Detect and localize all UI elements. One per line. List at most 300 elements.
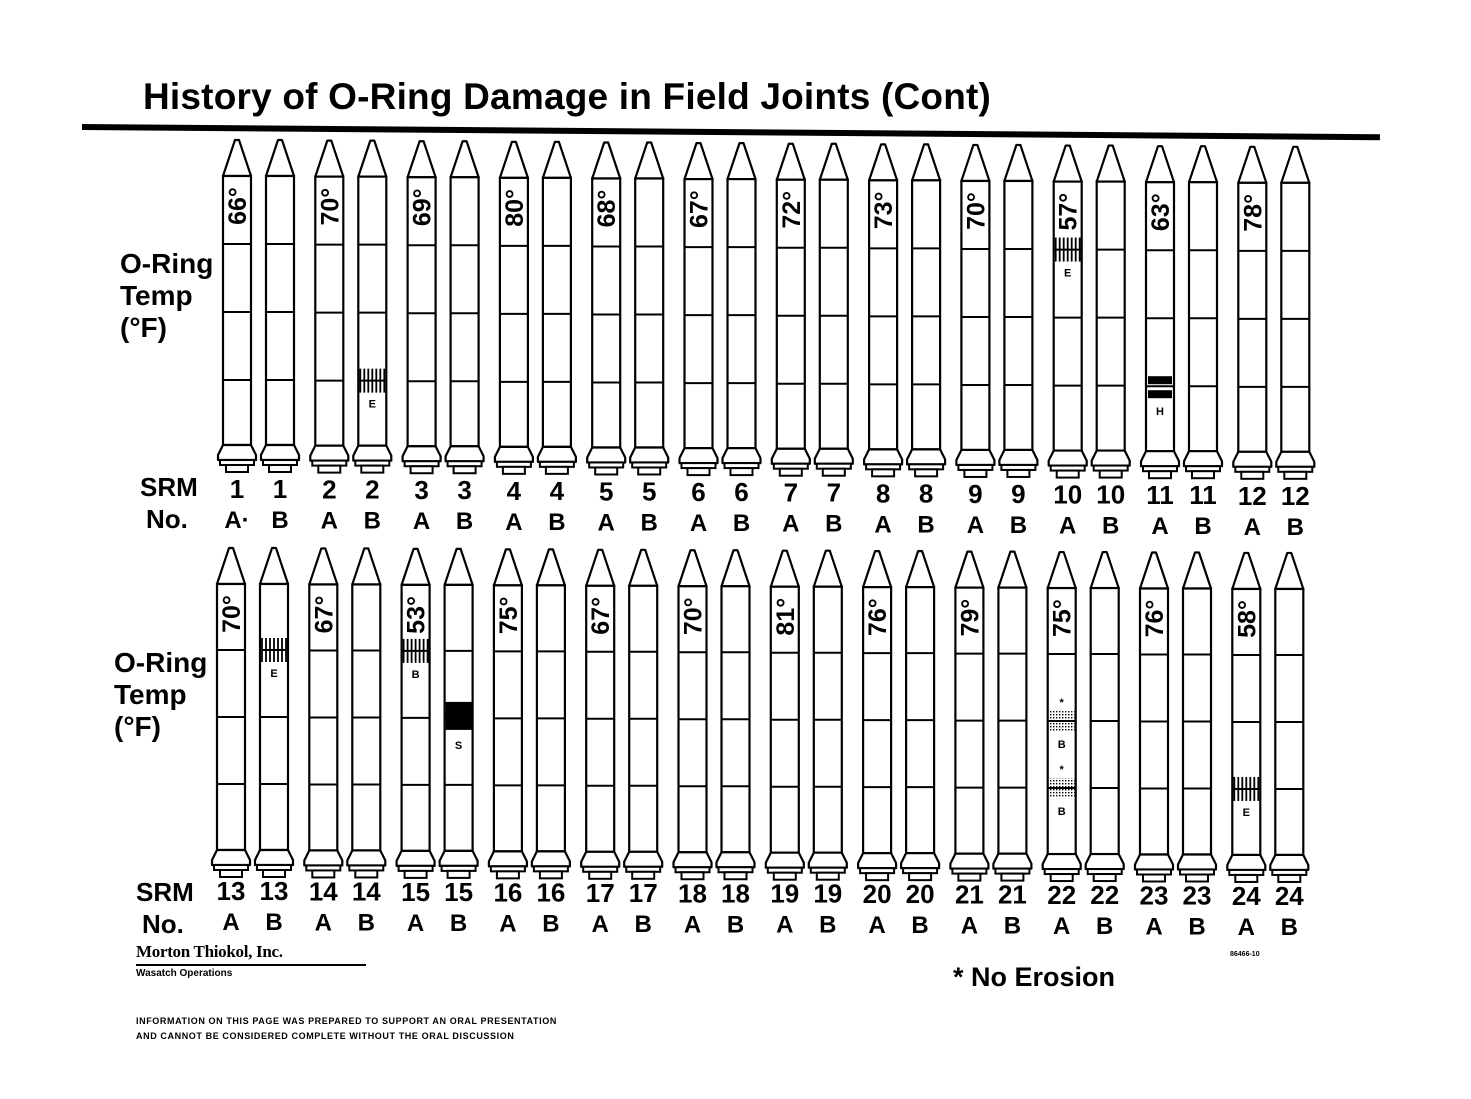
motor-case [451,177,479,446]
srm-number: 1 [229,474,245,504]
nose-cone [543,142,571,178]
chart-title: History of O-Ring Damage in Field Joints (Cont) [143,76,992,117]
nozzle [411,466,433,473]
srm-number: 21 [997,879,1027,910]
nozzle [1100,471,1122,478]
srm-number: 8 [918,478,934,509]
srm-number: 7 [783,477,799,508]
nozzle [454,466,476,473]
srm-side: B [732,510,751,538]
joint-temperature: 76° [1141,599,1169,638]
aft-skirt [255,850,293,865]
srm-number: 14 [351,876,381,907]
nose-cone [217,548,245,584]
srm-number: 2 [365,474,380,505]
joint-temperature: 67° [685,190,714,229]
damage-type-label: E [368,398,376,411]
nose-cone [685,143,713,179]
srm-number: 3 [414,475,429,506]
erosion-marker [1234,777,1258,801]
nose-cone [998,552,1026,588]
nozzle [731,468,753,475]
joint-temperature: 76° [864,598,893,637]
aft-skirt [532,851,570,866]
aft-skirt [674,852,712,867]
temp-label-line3: (°F) [120,312,167,343]
nose-cone [771,551,799,587]
srm-motor-3-a [403,141,441,535]
srm-number: 5 [641,476,657,507]
joint-temperature: 80° [500,188,529,227]
nozzle [638,467,660,474]
aft-skirt [956,450,994,465]
srm-number: 1 [272,474,288,504]
nose-cone [358,141,386,177]
srm-number: 9 [968,478,983,509]
srm-number: 18 [721,878,750,909]
srm-side: B [1096,913,1114,941]
nose-cone [1238,147,1266,183]
srm-number: 16 [536,877,566,908]
srm-side: B [271,507,289,534]
motor-case [1097,182,1125,451]
joint-temperature: 70° [679,597,708,636]
srm-motor-4-a [495,142,533,536]
nose-cone [408,141,436,177]
aft-skirt [347,850,385,865]
nose-cone [1281,147,1309,183]
srm-side: B [825,510,843,538]
srm-motor-14-b [347,548,385,936]
aft-skirt [1043,854,1081,869]
srm-motor-20-b [901,551,939,939]
srm-number: 15 [401,876,431,907]
srm-number: 6 [734,477,749,508]
blowby-stipple-marker [1049,711,1075,731]
srm-motor-12-b [1276,147,1314,541]
srm-motor-2-b [353,141,391,535]
srm-motor-24-b [1270,553,1308,941]
joint-temperature: 57° [1054,192,1083,231]
srm-side: B [1280,913,1298,941]
aft-skirt [397,851,435,866]
aft-skirt [766,853,804,868]
erosion-marker [262,638,286,662]
srm-motor-17-b [624,550,662,938]
nose-cone [1091,552,1119,588]
nose-cone [537,549,565,585]
aft-skirt [815,449,853,464]
srm-number: 2 [322,474,337,505]
srm-motor-5-b [630,142,668,536]
nozzle [964,470,986,477]
joint-temperature: 70° [316,187,345,226]
temp-label-line2: Temp [120,280,193,311]
srm-label-line2: No. [146,504,188,534]
srm-side: B [1194,513,1212,541]
nose-cone [266,140,294,176]
nozzle [915,469,937,476]
srm-side: A [314,909,332,937]
srm-motor-6-b [723,143,761,537]
srm-side: A [1059,512,1077,540]
motor-case [728,179,756,448]
srm-side: B [1009,511,1028,539]
srm-number: 24 [1231,880,1261,911]
srm-number: 24 [1274,880,1304,911]
aft-skirt [864,449,902,464]
srm-motor-9-a [956,145,994,539]
srm-motor-19-a [766,551,804,939]
joint-temperature: 68° [593,189,622,228]
srm-number: 6 [691,477,706,508]
joint-temperature: 79° [956,598,985,637]
srm-motor-11-a [1141,146,1179,540]
aft-skirt [901,853,939,868]
srm-motor-21-b [993,552,1031,940]
srm-side: A [776,911,794,939]
srm-number: 15 [444,876,474,907]
srm-side: B [1003,912,1022,940]
motor-case [912,180,940,449]
srm-number: 8 [875,478,891,509]
srm-number: 22 [1090,880,1120,911]
srm-number: 13 [259,876,289,906]
srm-number: 5 [598,476,614,507]
nozzle [269,465,291,472]
soot-marker [446,702,472,730]
joint-temperature: 70° [962,192,991,230]
aft-skirt [1178,855,1216,870]
srm-number: 22 [1047,880,1077,911]
joint-temperature: 73° [870,191,899,230]
joint-temperature: 78° [1239,193,1268,232]
motor-case [820,180,848,449]
srm-motor-15-b [440,549,478,937]
srm-motor-18-a [674,550,712,938]
srm-side: B [357,909,375,937]
motor-case [1189,182,1217,451]
aft-skirt [1184,451,1222,466]
nose-cone [955,552,983,588]
srm-motor-16-b [532,549,570,937]
joint-temperature: 69° [408,188,437,227]
srm-side: A [406,909,425,937]
nose-cone [728,143,756,179]
srm-number: 14 [308,876,338,907]
srm-side: B [542,910,560,938]
no-erosion-asterisk: * [1059,697,1064,710]
aft-skirt [1049,451,1087,466]
srm-motor-8-b [907,144,945,538]
nose-cone [1097,146,1125,182]
srm-side: A [960,912,979,940]
nozzle [1241,472,1263,479]
srm-motor-7-b [815,144,853,538]
aft-skirt [907,449,945,464]
srm-motor-4-b [538,142,576,536]
nozzle [1192,471,1214,478]
legend-no-erosion: * No Erosion [953,962,1116,992]
srm-motor-8-a [864,144,902,538]
srm-number: 23 [1182,880,1212,911]
aft-skirt [717,852,755,867]
aft-skirt [1135,855,1173,870]
joint-temperature: 67° [310,595,339,634]
aft-skirt [446,446,484,461]
srm-motor-13-b [255,548,293,936]
srm-motor-24-a [1227,553,1265,941]
no-erosion-asterisk: * [1059,764,1064,777]
srm-side: B [1102,512,1120,540]
aft-skirt [212,850,250,865]
srm-motor-3-b [446,141,484,535]
srm-side: A [499,910,517,938]
srm-side: A [689,510,708,538]
temp-label-line1: O-Ring [114,647,208,678]
srm-side: B [911,912,929,940]
nose-cone [912,144,940,180]
nose-cone [315,141,343,177]
disclaimer-line2: AND CANNOT BE CONSIDERED COMPLETE WITHOUT THE ORAL DISCUSSION [136,1031,515,1041]
srm-side: B [819,911,837,939]
srm-motor-1-b [261,140,299,534]
nose-cone [635,142,663,178]
joint-temperature: 81° [771,597,800,636]
aft-skirt [1141,451,1179,466]
document-number: 86466-10 [1230,951,1260,958]
srm-motor-2-a [310,141,348,535]
nozzle [1057,471,1079,478]
aft-skirt [495,447,533,462]
nozzle [503,467,525,474]
srm-number: 19 [770,878,800,909]
srm-label-line1: SRM [140,472,198,502]
nose-cone [777,144,805,180]
aft-skirt [304,850,342,865]
nose-cone [1183,553,1211,589]
srm-motor-21-a [950,552,988,940]
aft-skirt [723,448,761,463]
aft-skirt [1227,855,1265,870]
srm-motor-22-a [1043,552,1081,940]
srm-motor-10-b [1092,146,1130,540]
srm-motor-17-a [581,550,619,938]
srm-number: 10 [1053,479,1083,510]
srm-number: 17 [628,877,658,908]
srm-side: A [1145,913,1163,941]
temp-label-line1: O-Ring [120,248,214,279]
heat-effect-marker [1148,390,1172,398]
srm-number: 20 [905,879,935,910]
srm-side: B [640,509,658,537]
nose-cone [1140,553,1168,589]
nose-cone [586,550,614,586]
aft-skirt [624,852,662,867]
motor-case [266,176,294,445]
aft-skirt [809,853,847,868]
srm-number: 12 [1237,480,1267,511]
nozzle [872,469,894,476]
nose-cone [1189,146,1217,182]
srm-number: 20 [862,879,892,910]
srm-side: A [505,508,523,536]
srm-motor-1-a [218,140,256,534]
company-name: Morton Thiokol, Inc. [136,942,283,961]
nose-cone [223,140,251,176]
srm-row-2 [212,548,1308,941]
nozzle [688,468,710,475]
nose-cone [906,551,934,587]
aft-skirt [403,446,441,461]
aft-skirt [218,445,256,460]
erosion-marker [360,369,384,393]
nozzle [546,467,568,474]
nose-cone [961,145,989,181]
srm-motor-5-a [587,142,625,536]
nose-cone [402,549,430,585]
aft-skirt [440,851,478,866]
srm-number: 4 [506,475,522,506]
srm-side: A [591,910,609,938]
nozzle [780,469,802,476]
srm-number: 16 [493,877,523,908]
aft-skirt [489,851,527,866]
aft-skirt [261,445,299,460]
nozzle [226,465,248,472]
nose-cone [494,549,522,585]
temp-label-line3: (°F) [114,711,161,742]
aft-skirt [581,852,619,867]
nose-cone [1048,552,1076,588]
nozzle [1284,472,1306,479]
nozzle [318,466,340,473]
aft-skirt [950,854,988,869]
disclaimer-line1: INFORMATION ON THIS PAGE WAS PREPARED TO SUPPORT AN ORAL PRESENTATION [136,1016,557,1026]
damage-type-label: H [1156,406,1164,419]
srm-side: A· [224,507,250,534]
joint-temperature: 58° [1233,600,1262,638]
srm-side: B [917,511,935,539]
srm-side: B [363,507,381,535]
srm-side: A [412,508,431,536]
motor-case [1004,181,1032,450]
srm-motor-14-a [304,548,342,936]
aft-skirt [772,449,810,464]
nozzle [823,469,845,476]
aft-skirt [993,854,1031,869]
srm-number: 17 [585,877,615,908]
srm-number: 4 [549,475,565,506]
damage-type-label: B [411,668,420,681]
srm-label-line1: SRM [136,877,194,907]
joint-temperature: 66° [224,187,252,225]
srm-number: 23 [1139,880,1169,911]
srm-side: B [455,508,474,536]
srm-number: 11 [1189,480,1217,511]
blowby-marker [404,639,428,663]
damage-type-label: E [270,668,278,680]
srm-side: B [1286,513,1304,541]
srm-side: A [597,509,615,537]
srm-side: B [548,508,566,536]
division-name: Wasatch Operations [136,968,233,979]
srm-motor-10-a [1049,146,1087,540]
srm-side: A [1237,913,1255,941]
damage-type-label: S [454,739,463,752]
srm-motor-9-b [999,145,1037,539]
srm-motor-7-a [772,144,810,538]
srm-side: A [1243,513,1261,541]
nose-cone [814,551,842,587]
joint-temperature: 70° [218,595,246,633]
heat-effect-marker [1148,376,1172,384]
aft-skirt [858,853,896,868]
srm-number: 3 [457,475,472,506]
nose-cone [1004,145,1032,181]
nose-cone [869,144,897,180]
nose-cone [445,549,473,585]
srm-side: B [265,909,283,936]
nose-cone [500,142,528,178]
aft-skirt [680,448,718,463]
joint-temperature: 63° [1147,193,1175,232]
erosion-marker [1056,238,1080,262]
srm-number: 9 [1011,478,1026,509]
nose-cone [722,550,750,586]
temp-label-line2: Temp [114,679,187,710]
aft-skirt [538,447,576,462]
nose-cone [1232,553,1260,589]
srm-number: 11 [1146,480,1174,511]
aft-skirt [1270,855,1308,870]
disclaimer [136,1014,557,1044]
nose-cone [629,550,657,586]
srm-number: 19 [813,878,843,909]
damage-type-label: B [1057,739,1066,752]
srm-number: 7 [826,477,842,508]
company-rule [136,964,366,966]
nozzle [595,467,617,474]
nose-cone [679,550,707,586]
srm-motor-11-b [1184,146,1222,540]
srm-side: A [320,507,338,535]
aft-skirt [630,447,668,462]
srm-side: B [1188,913,1206,941]
nozzle [361,466,383,473]
motor-case [543,178,571,447]
nose-cone [592,142,620,178]
srm-label-line2: No. [142,909,184,939]
nose-cone [1054,146,1082,182]
srm-motor-12-a [1233,147,1271,541]
srm-side: B [726,911,745,939]
srm-side: B [634,910,652,938]
aft-skirt [310,446,348,461]
srm-motor-6-a [680,143,718,537]
joint-temperature: 67° [587,596,616,635]
srm-side: A [683,911,702,939]
motor-case [1281,183,1309,452]
srm-motor-20-a [858,551,896,939]
aft-skirt [1276,452,1314,467]
nose-cone [820,144,848,180]
nose-cone [863,551,891,587]
srm-motor-16-a [489,549,527,937]
nose-cone [1146,146,1174,182]
nose-cone [260,548,288,584]
srm-number: 21 [954,879,984,910]
